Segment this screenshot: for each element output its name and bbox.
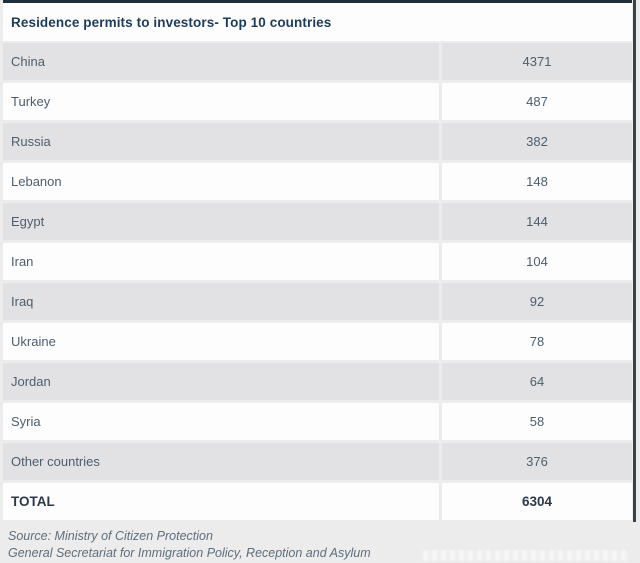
table-row xyxy=(3,203,632,240)
country-cell: Ukraine xyxy=(3,323,439,360)
table-title: Residence permits to investors- Top 10 countries xyxy=(11,14,332,30)
country-cell: Iraq xyxy=(3,283,439,320)
source-line-2: General Secretariat for Immigration Policy, Reception and Asylum xyxy=(8,546,371,560)
total-value-cell: 6304 xyxy=(442,483,632,520)
table-header xyxy=(3,3,632,41)
country-cell: Egypt xyxy=(3,203,439,240)
right-border-line xyxy=(633,0,636,522)
value-cell: 148 xyxy=(442,163,632,200)
table-row xyxy=(3,363,632,400)
country-cell: Iran xyxy=(3,243,439,280)
value-cell: 78 xyxy=(442,323,632,360)
country-cell: Other countries xyxy=(3,443,439,480)
table-row xyxy=(3,163,632,200)
value-cell: 92 xyxy=(442,283,632,320)
value-cell: 382 xyxy=(442,123,632,160)
table-row xyxy=(3,403,632,440)
source-line-1: Source: Ministry of Citizen Protection xyxy=(8,529,213,543)
value-cell: 58 xyxy=(442,403,632,440)
value-cell: 376 xyxy=(442,443,632,480)
country-cell: Turkey xyxy=(3,83,439,120)
table-row xyxy=(3,43,632,80)
value-cell: 104 xyxy=(442,243,632,280)
country-cell: Lebanon xyxy=(3,163,439,200)
total-label-cell: TOTAL xyxy=(3,483,439,520)
table-row xyxy=(3,83,632,120)
table-row xyxy=(3,323,632,360)
value-cell: 487 xyxy=(442,83,632,120)
table-row xyxy=(3,243,632,280)
value-cell: 144 xyxy=(442,203,632,240)
value-cell: 4371 xyxy=(442,43,632,80)
country-cell: Syria xyxy=(3,403,439,440)
country-cell: Jordan xyxy=(3,363,439,400)
table-row xyxy=(3,443,632,480)
table-row xyxy=(3,283,632,320)
country-cell: China xyxy=(3,43,439,80)
value-cell: 64 xyxy=(442,363,632,400)
table-row xyxy=(3,123,632,160)
country-cell: Russia xyxy=(3,123,439,160)
total-row xyxy=(3,483,632,520)
permits-table xyxy=(3,0,632,562)
source-note xyxy=(3,523,632,562)
